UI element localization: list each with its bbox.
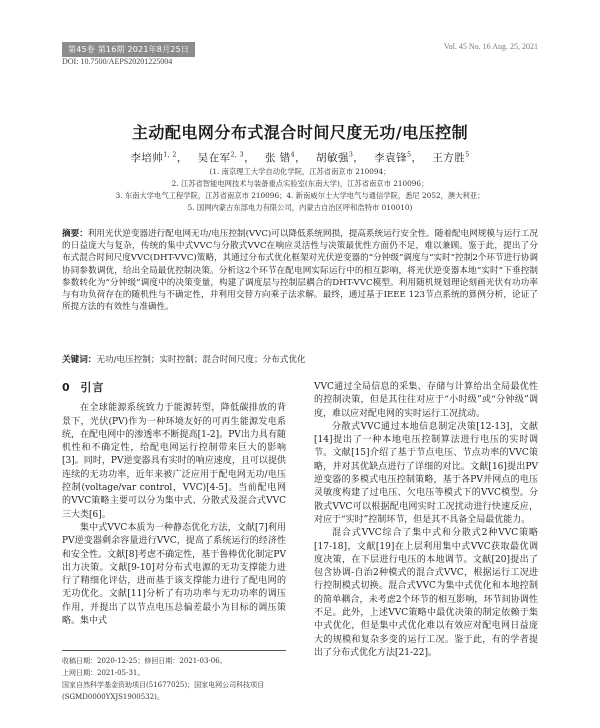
author: 吴在军$^{2, 3}$，: [197, 151, 256, 164]
body-paragraph: 集中式VVC本质为一种静态优化方法，文献[7]利用PV逆变器剩余容量进行VVC，提高了系统运行的经济性和安全性。文献[8]考虑不确定性，基于鲁棒优化制定PV出力决策。文献[9-10]对分布式电源的无功支撑能力进行了精细化评估，进而基于该支撑能力进行了配电网的无功优化。文献[11]分析了有功功率与无功功率的调压作用，并提出了以节点电压总偏差最小为目标的调压策略。集中式: [62, 522, 286, 627]
author-list: [0, 150, 600, 165]
footnote-divider: [62, 650, 286, 651]
footnote: 国家自然科学基金资助项目(51677025)；国家电网公司科技项目(SGMD0000YXJS1900532)。: [62, 681, 265, 701]
abstract-text: 利用光伏逆变器进行配电网无功/电压控制(VVC)可以降低系统网损，提高系统运行安全性。随着配电网规模与运行工况的日益庞大与复杂，传统的集中式VVC与分散式VVC在响应灵活性与决策最优性方面仍不足，难以兼顾。鉴于此，提出了分布式混合时间尺度VVC(DHT-VVC)策略，其通过分布式优化框架对光伏逆变器的“分钟级”调度与“实时”控制2个环节进行协调协同参数调优，给出全局最优控制决策。分析这2个环节在配电网实际运行中的相互影响，将光伏逆变器本地“实时”下垂控制参数转化为“分钟级”调度中的决策变量，构建了调度层与控制层耦合的DHT-VVC模型。利用随机规划理论刻画光伏有功功率与有功负荷存在的随机性与不确定性，并利用交替方向乘子法求解。最终，通过基于IEEE 123节点系统的算例分析，论证了所提方法的有效性与准确性。: [62, 229, 538, 313]
body-paragraph: 分散式VVC通过本地信息制定决策[12-13]，文献[14]提出了一种本地电压控制算法进行电压的实时调节。文献[15]介绍了基于节点电压、节点功率的VVC策略，并对其优缺点进行了详细的对比。文献[16]提出PV逆变器的多模式电压控制策略，基于各PV并网点的电压灵敏度构建了过电压、欠电压等模式下的VVC模型。分散式VVC可以根据配电网实时工况扰动进行快速反应，对应于“实时”控制环节，但是其不具备全局最优能力。: [314, 421, 538, 525]
author: 张 错$^4$，: [264, 151, 307, 164]
journal-issue-badge: 第45卷 第16期 2021年8月25日: [62, 42, 195, 57]
author: 胡敏强$^3$，: [315, 151, 365, 164]
doi[interactable]: DOI: 10.7500/AEPS20201225004: [62, 57, 173, 66]
affiliation-line: 5. 国网内蒙古东部电力有限公司，内蒙古自治区呼和浩特市 010010): [187, 203, 413, 212]
affiliation-line: 2. 江苏省智能电网技术与装备重点实验室(东南大学)，江苏省南京市 210096；: [171, 179, 429, 188]
affiliation-line: 3. 东南大学电气工程学院，江苏省南京市 210096；4. 新南威尔士大学电气与通信学院，悉尼 2052，澳大利亚；: [115, 191, 485, 200]
affiliation-line: (1. 南京理工大学自动化学院，江苏省南京市 210094；: [209, 167, 391, 176]
journal-volume-info: Vol. 45 No. 16 Aug. 25, 2021: [443, 42, 538, 51]
abstract: [62, 228, 538, 313]
abstract-label: 摘要：: [62, 229, 88, 239]
author: 王方胜$^5$: [432, 151, 470, 164]
section-heading: 0 引言: [62, 381, 105, 394]
body-paragraph: 混合式VVC综合了集中式和分散式2种VVC策略[17-18]，文献[19]在上层利用集中式VVC获取最优调度决策，在下层进行电压的本地调节。文献[20]提出了包含协调-自治2种模式的混合式VVC，根据运行工况进行控制模式切换。混合式VVC为集中式优化和本地控制的简单耦合，未考虑2个环节的相互影响，环节间协调性不足。此外，上述VVC策略中最优决策的制定依赖于集中式优化，但是集中式优化难以有效应对配电网日益庞大的规模和复杂多变的运行工况。鉴于此，有的学者提出了分布式优化方法[21-22]。: [314, 528, 538, 658]
right-column: [314, 381, 538, 660]
affiliations: [62, 166, 538, 214]
keywords-label: 关键词：: [62, 355, 97, 365]
body-paragraph: 在全球能源系统致力于能源转型，降低碳排放的背景下，光伏(PV)作为一种环境友好的可再生能源发电系统，在配电网中的渗透率不断提高[1-2]。PV出力具有随机性和不确定性，给配电网运行控制带来巨大的影响[3]。同时，PV逆变器具有实时的响应速度，且可以提供连续的无功功率，近年来被广泛应用于配电网无功/电压控制(voltage/var control，VVC)[4-5]。当前配电网的VVC策略主要可以分为集中式、分散式及混合式VVC三大类[6]。: [62, 403, 286, 520]
footnotes: [62, 655, 286, 703]
author: 李培帅$^{1, 2}$，: [130, 151, 188, 164]
left-column: [62, 381, 286, 628]
paper-title: 主动配电网分布式混合时间尺度无功/电压控制: [131, 123, 469, 142]
keywords-text: 无功/电压控制；实时控制；混合时间尺度；分布式优化: [96, 355, 306, 365]
footnote: 收稿日期：2020-12-25；修回日期：2021-03-06。: [62, 657, 227, 665]
footnote: 上网日期：2021-05-31。: [62, 669, 145, 677]
body-paragraph: VVC通过全局信息的采集、存储与计算给出全局最优性的控制决策，但是其往往对应于“小时级”或“分钟级”调度，难以应对配电网的实时运行工况扰动。: [314, 382, 538, 419]
author: 李袁锋$^5$，: [374, 151, 423, 164]
keywords: [62, 353, 538, 365]
